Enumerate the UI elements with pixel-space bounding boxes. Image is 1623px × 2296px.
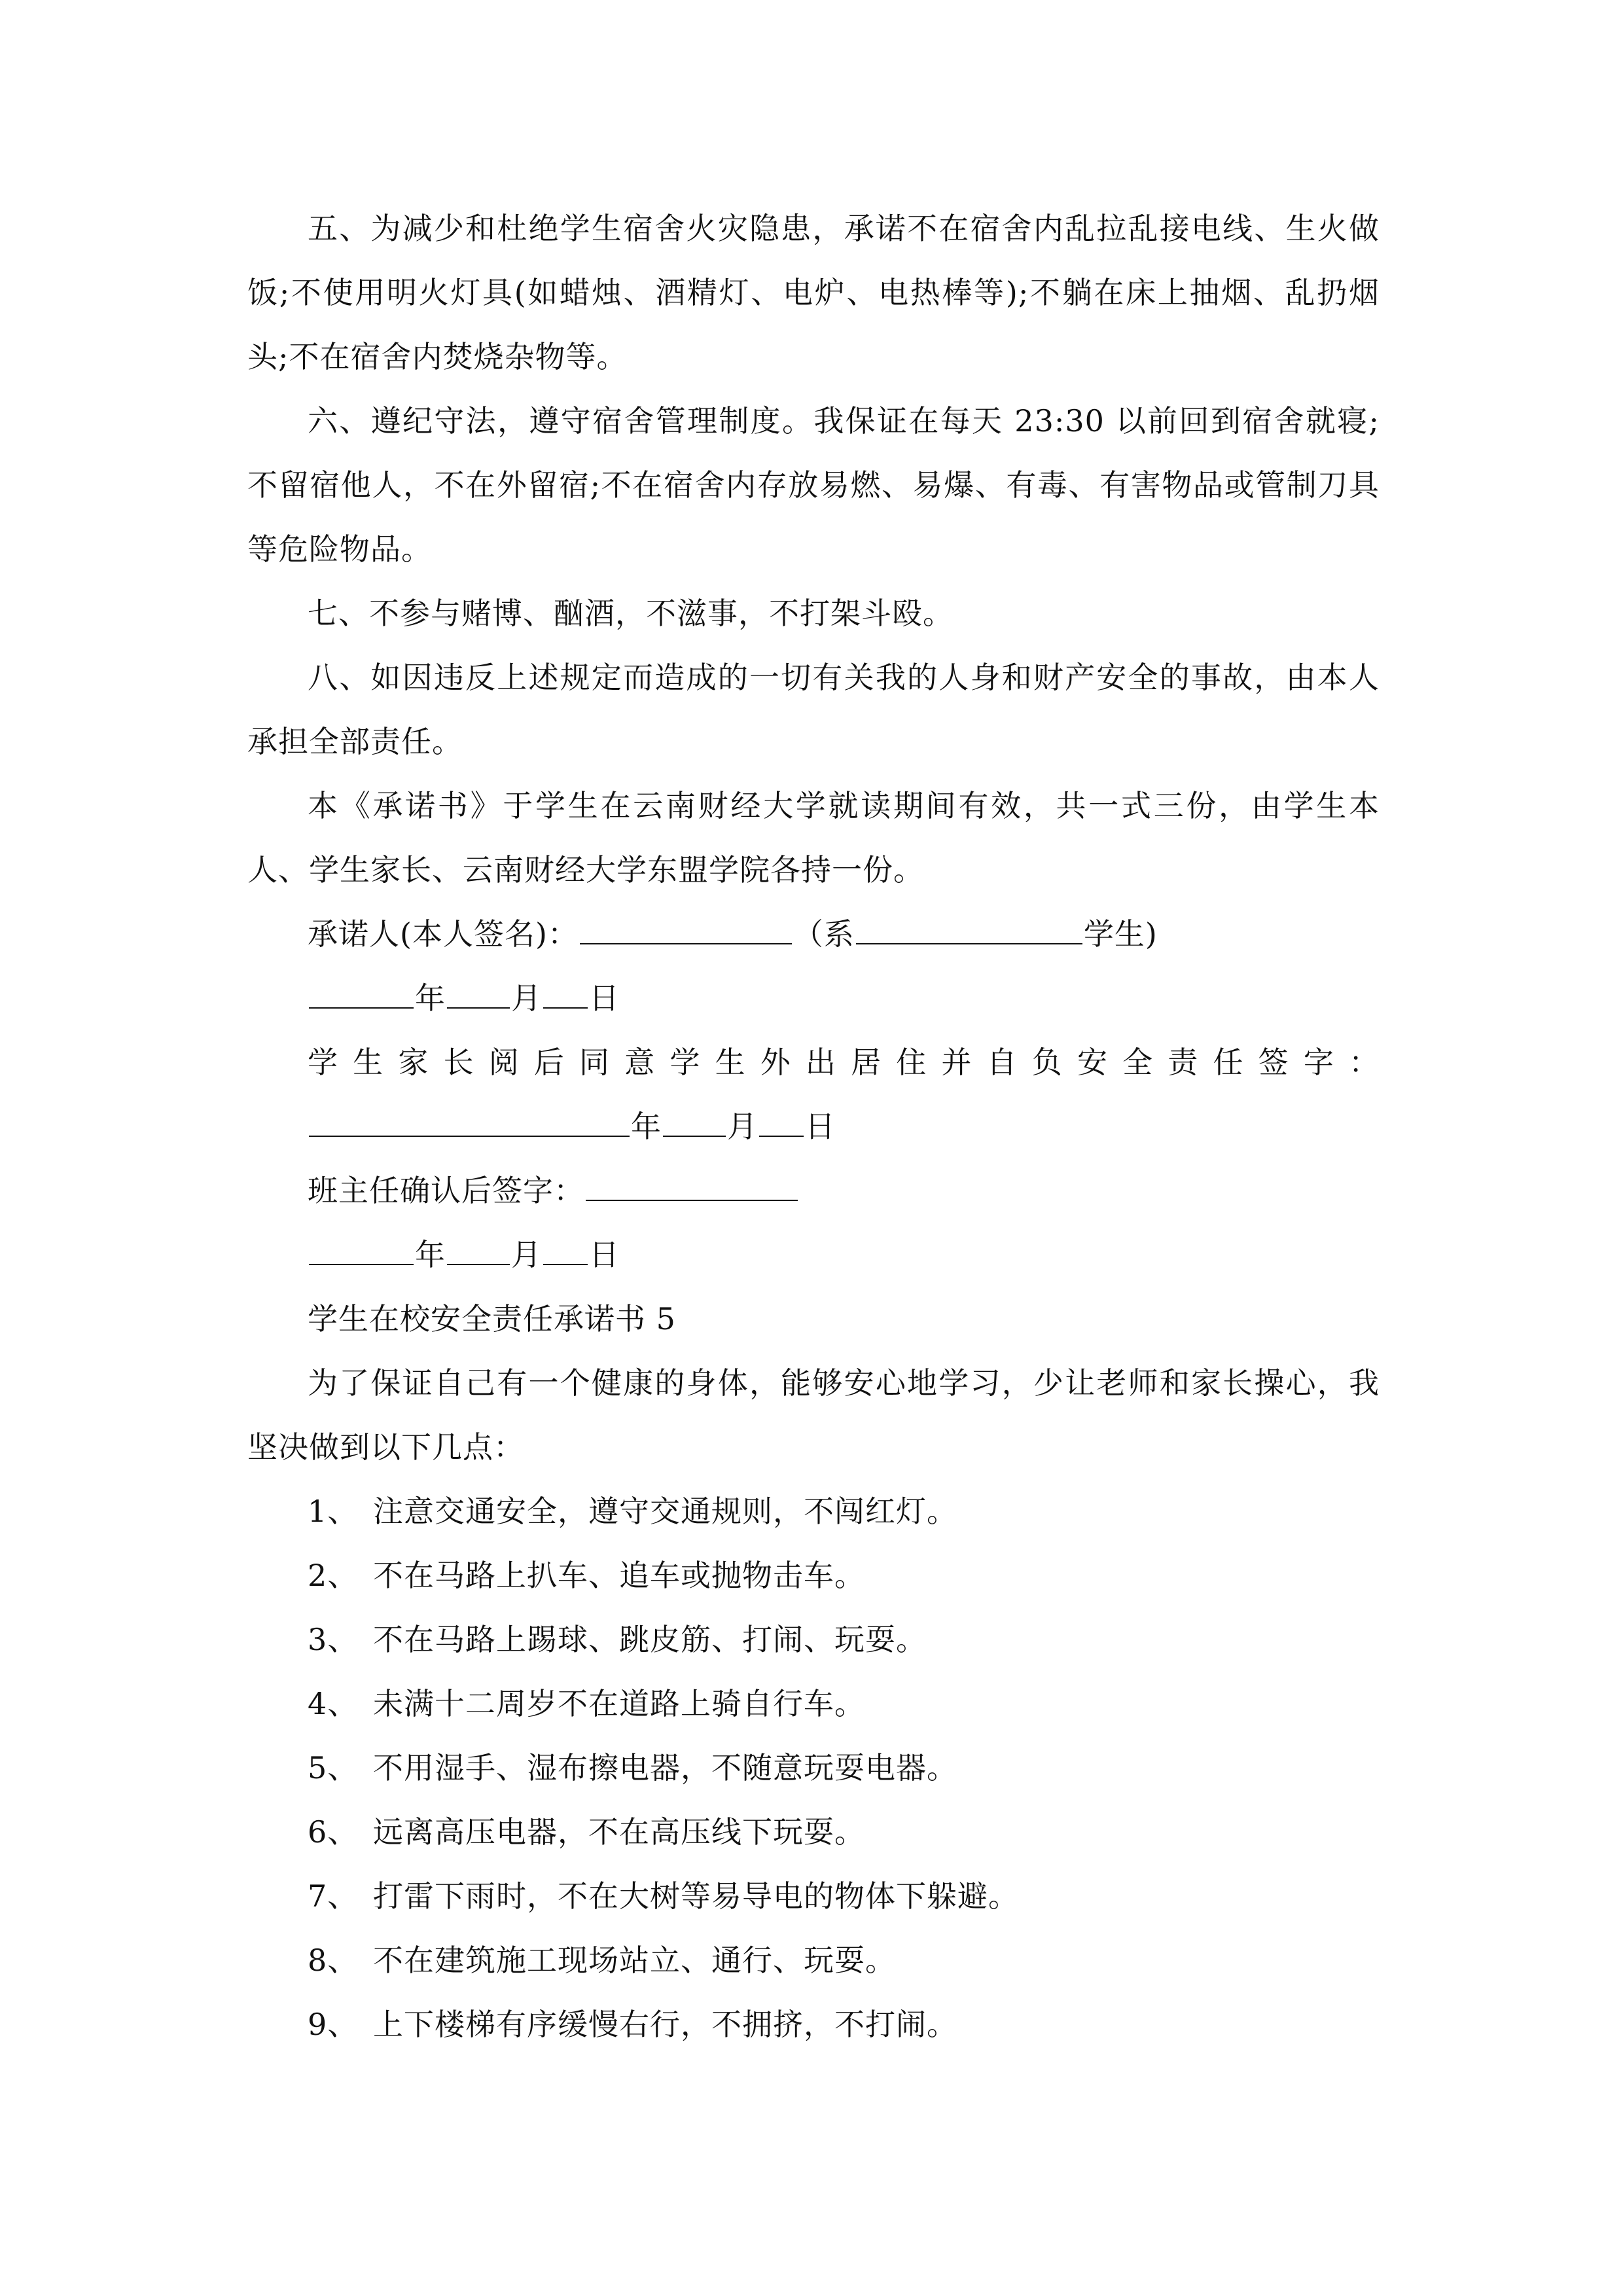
list-item bbox=[247, 1928, 1380, 1992]
teacher-signature-blank bbox=[586, 1171, 798, 1201]
teacher-month-label: 月 bbox=[511, 1237, 542, 1272]
department-blank bbox=[856, 914, 1082, 944]
pledger-signature-line bbox=[247, 902, 1380, 966]
list-item-number: 2、 bbox=[308, 1558, 359, 1593]
list-item-number: 1、 bbox=[308, 1494, 359, 1529]
parent-day-blank bbox=[759, 1107, 804, 1137]
teacher-day-label: 日 bbox=[589, 1237, 620, 1272]
list-item-number: 6、 bbox=[308, 1814, 359, 1850]
pledger-label: 承诺人(本人签名)： bbox=[308, 916, 579, 952]
teacher-year-label: 年 bbox=[415, 1237, 446, 1272]
paragraph-item-5: 五、为减少和杜绝学生宿舍火灾隐患，承诺不在宿舍内乱拉乱接电线、生火做饭;不使用明火灯具(如蜡烛、酒精灯、电炉、电热棒等);不躺在床上抽烟、乱扔烟头;不在宿舍内焚烧杂物等。 bbox=[247, 211, 1380, 374]
paragraph-item-7: 七、不参与赌博、酗酒，不滋事，不打架斗殴。 bbox=[308, 596, 954, 631]
list-item bbox=[247, 1672, 1380, 1736]
teacher-date-line bbox=[247, 1223, 1380, 1287]
year-blank bbox=[309, 978, 414, 1009]
month-label: 月 bbox=[511, 980, 542, 1016]
list-item-number: 7、 bbox=[308, 1878, 359, 1914]
list-item bbox=[247, 1479, 1380, 1543]
list-item bbox=[247, 1607, 1380, 1672]
paragraph-item-8: 八、如因违反上述规定而造成的一切有关我的人身和财产安全的事故，由本人承担全部责任。 bbox=[247, 660, 1380, 759]
list-item bbox=[247, 1864, 1380, 1928]
parent-date-line bbox=[247, 1094, 1380, 1158]
list-item-number: 4、 bbox=[308, 1686, 359, 1721]
pledge-list bbox=[247, 1479, 1380, 2056]
teacher-signature-line bbox=[247, 1158, 1380, 1223]
month-blank bbox=[447, 978, 510, 1009]
parent-day-label: 日 bbox=[805, 1109, 836, 1144]
list-item-text: 远离高压电器，不在高压线下玩耍。 bbox=[373, 1814, 865, 1850]
list-item bbox=[247, 1992, 1380, 2056]
parent-month-label: 月 bbox=[727, 1109, 758, 1144]
list-item bbox=[247, 1736, 1380, 1800]
list-item-number: 8、 bbox=[308, 1943, 359, 1978]
dept-open-label: （系 bbox=[793, 916, 855, 952]
year-label: 年 bbox=[415, 980, 446, 1016]
dept-close-label: 学生) bbox=[1083, 916, 1158, 952]
list-item-text: 上下楼梯有序缓慢右行，不拥挤，不打闹。 bbox=[373, 2007, 957, 2042]
list-item bbox=[247, 1800, 1380, 1864]
day-blank bbox=[543, 978, 588, 1009]
document-body bbox=[247, 196, 1380, 2056]
list-item-text: 不在马路上踢球、跳皮筋、打闹、玩耍。 bbox=[373, 1622, 927, 1657]
paragraph-item-6: 六、遵纪守法，遵守宿舍管理制度。我保证在每天 23:30 以前回到宿舍就寝;不留宿他人，不在外留宿;不在宿舍内存放易燃、易爆、有毒、有害物品或管制刀具等危险物品。 bbox=[247, 403, 1380, 567]
list-item-number: 5、 bbox=[308, 1750, 359, 1785]
teacher-year-blank bbox=[309, 1235, 414, 1265]
list-item-text: 不在建筑施工现场站立、通行、玩耍。 bbox=[373, 1943, 896, 1978]
list-item bbox=[247, 1543, 1380, 1607]
list-item-number: 3、 bbox=[308, 1622, 359, 1657]
teacher-month-blank bbox=[447, 1235, 510, 1265]
list-item-text: 不在马路上扒车、追车或抛物击车。 bbox=[373, 1558, 865, 1593]
list-item-number: 9、 bbox=[308, 2007, 359, 2042]
list-item-text: 不用湿手、湿布擦电器，不随意玩耍电器。 bbox=[373, 1750, 957, 1785]
parent-month-blank bbox=[663, 1107, 726, 1137]
day-label: 日 bbox=[589, 980, 620, 1016]
parent-consent-text: 学生家长阅后同意学生外出居住并自负安全责任签字： bbox=[308, 1045, 1380, 1080]
teacher-day-blank bbox=[543, 1235, 588, 1265]
paragraph-validity: 本《承诺书》于学生在云南财经大学就读期间有效，共一式三份，由学生本人、学生家长、云南财经大学东盟学院各持一份。 bbox=[247, 788, 1380, 888]
list-item-text: 打雷下雨时，不在大树等易导电的物体下躲避。 bbox=[373, 1878, 1019, 1914]
pledger-date-line bbox=[247, 966, 1380, 1030]
teacher-label: 班主任确认后签字： bbox=[308, 1173, 584, 1208]
pledger-signature-blank bbox=[580, 914, 792, 944]
section-5-intro: 为了保证自己有一个健康的身体，能够安心地学习，少让老师和家长操心，我坚决做到以下几点： bbox=[247, 1365, 1380, 1465]
list-item-text: 注意交通安全，遵守交通规则，不闯红灯。 bbox=[373, 1494, 957, 1529]
parent-signature-blank bbox=[309, 1107, 630, 1137]
list-item-text: 未满十二周岁不在道路上骑自行车。 bbox=[373, 1686, 865, 1721]
parent-year-label: 年 bbox=[631, 1109, 662, 1144]
section-5-title: 学生在校安全责任承诺书 5 bbox=[308, 1301, 676, 1336]
